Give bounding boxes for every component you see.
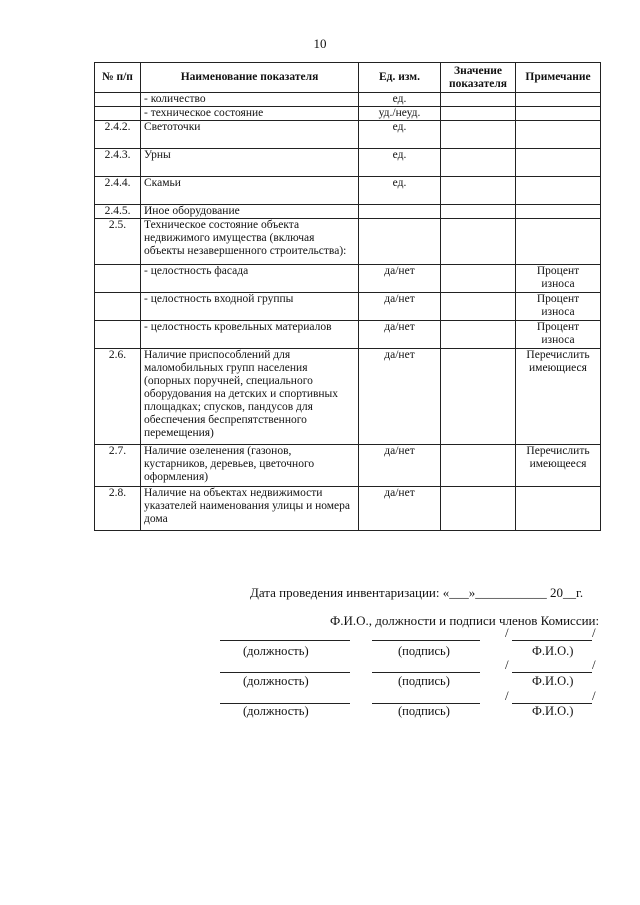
row-value: [441, 149, 516, 177]
row-number: [95, 107, 141, 121]
fio-slash-left: /: [505, 688, 509, 703]
row-unit: да/нет: [359, 445, 441, 487]
row-number: 2.4.2.: [95, 121, 141, 149]
row-number: 2.8.: [95, 487, 141, 531]
fio-line: [512, 672, 592, 673]
position-caption: (должность): [243, 674, 309, 688]
row-note: [516, 177, 601, 205]
row-unit: [359, 205, 441, 219]
row-value: [441, 177, 516, 205]
table-row: [95, 177, 601, 205]
row-value: [441, 265, 516, 293]
position-line: [220, 640, 350, 641]
row-indicator-name: - целостность входной группы: [141, 293, 359, 321]
row-number: 2.4.3.: [95, 149, 141, 177]
row-note: Процент износа: [516, 265, 601, 293]
table-row: [95, 219, 601, 265]
fio-slash-left: /: [505, 625, 509, 640]
position-line: [220, 672, 350, 673]
row-note: [516, 121, 601, 149]
row-indicator-name: Наличие озеленения (газонов, кустарников, деревьев, цветочного оформления): [141, 445, 359, 487]
row-indicator-name: Иное оборудование: [141, 205, 359, 219]
row-number: 2.5.: [95, 219, 141, 265]
row-unit: ед.: [359, 177, 441, 205]
row-note: [516, 205, 601, 219]
row-value: [441, 93, 516, 107]
fio-slash-right: /: [592, 657, 596, 672]
header-value: Значение показателя: [441, 63, 516, 93]
row-indicator-name: Скамьи: [141, 177, 359, 205]
table-body: [95, 93, 601, 531]
signature-line: [372, 672, 480, 673]
signature-caption: (подпись): [398, 644, 450, 658]
signature-line: [372, 640, 480, 641]
row-indicator-name: Наличие на объектах недвижимости указателей наименования улицы и номера дома: [141, 487, 359, 531]
table-row: [95, 121, 601, 149]
table-row: [95, 205, 601, 219]
row-number: [95, 93, 141, 107]
table-row: [95, 93, 601, 107]
row-note: [516, 93, 601, 107]
fio-caption: Ф.И.О.): [532, 674, 574, 688]
row-number: [95, 321, 141, 349]
table-row: [95, 149, 601, 177]
row-note: Процент износа: [516, 293, 601, 321]
row-indicator-name: Светоточки: [141, 121, 359, 149]
row-indicator-name: Урны: [141, 149, 359, 177]
fio-slash-right: /: [592, 625, 596, 640]
header-name: Наименование показателя: [141, 63, 359, 93]
row-unit: да/нет: [359, 321, 441, 349]
page-number: 10: [313, 36, 327, 51]
signature-caption: (подпись): [398, 674, 450, 688]
header-note: Примечание: [516, 63, 601, 93]
row-value: [441, 121, 516, 149]
row-note: Перечислить имеющееся: [516, 445, 601, 487]
row-value: [441, 219, 516, 265]
row-number: [95, 293, 141, 321]
header-unit: Ед. изм.: [359, 63, 441, 93]
table-row: [95, 321, 601, 349]
row-value: [441, 205, 516, 219]
row-unit: уд./неуд.: [359, 107, 441, 121]
row-unit: ед.: [359, 149, 441, 177]
fio-slash-left: /: [505, 657, 509, 672]
fio-line: [512, 640, 592, 641]
row-indicator-name: Техническое состояние объекта недвижимого имущества (включая объекты незавершенного строительства):: [141, 219, 359, 265]
fio-caption: Ф.И.О.): [532, 704, 574, 718]
row-unit: да/нет: [359, 265, 441, 293]
row-note: [516, 219, 601, 265]
header-num: № п/п: [95, 63, 141, 93]
table-row: [95, 265, 601, 293]
row-value: [441, 321, 516, 349]
row-unit: ед.: [359, 93, 441, 107]
row-unit: да/нет: [359, 293, 441, 321]
row-value: [441, 293, 516, 321]
inventory-table: [94, 62, 601, 531]
signature-caption: (подпись): [398, 704, 450, 718]
commission-members-heading: Ф.И.О., должности и подписи членов Комиссии:: [330, 613, 600, 628]
row-indicator-name: - количество: [141, 93, 359, 107]
table-row: [95, 349, 601, 445]
row-value: [441, 349, 516, 445]
fio-slash-right: /: [592, 688, 596, 703]
row-indicator-name: - техническое состояние: [141, 107, 359, 121]
table-row: [95, 487, 601, 531]
row-value: [441, 487, 516, 531]
row-unit: ед.: [359, 121, 441, 149]
row-number: 2.4.5.: [95, 205, 141, 219]
row-note: Процент износа: [516, 321, 601, 349]
row-unit: да/нет: [359, 487, 441, 531]
row-number: [95, 265, 141, 293]
row-value: [441, 445, 516, 487]
row-indicator-name: Наличие приспособлений для маломобильных групп населения (опорных поручней, специального оборудования на детских и спортивных площадках; спусков, пандусов для обеспечения беспрепятственного перемещения): [141, 349, 359, 445]
fio-caption: Ф.И.О.): [532, 644, 574, 658]
row-note: Перечислить имеющиеся: [516, 349, 601, 445]
row-number: 2.6.: [95, 349, 141, 445]
position-caption: (должность): [243, 644, 309, 658]
row-indicator-name: - целостность кровельных материалов: [141, 321, 359, 349]
table-row: [95, 107, 601, 121]
row-note: [516, 149, 601, 177]
row-number: 2.4.4.: [95, 177, 141, 205]
position-caption: (должность): [243, 704, 309, 718]
row-number: 2.7.: [95, 445, 141, 487]
row-note: [516, 107, 601, 121]
inventory-date-line: Дата проведения инвентаризации: «___»___________ 20__г.: [250, 585, 584, 600]
row-note: [516, 487, 601, 531]
row-unit: [359, 219, 441, 265]
row-unit: да/нет: [359, 349, 441, 445]
row-value: [441, 107, 516, 121]
table-row: [95, 445, 601, 487]
table-row: [95, 293, 601, 321]
row-indicator-name: - целостность фасада: [141, 265, 359, 293]
